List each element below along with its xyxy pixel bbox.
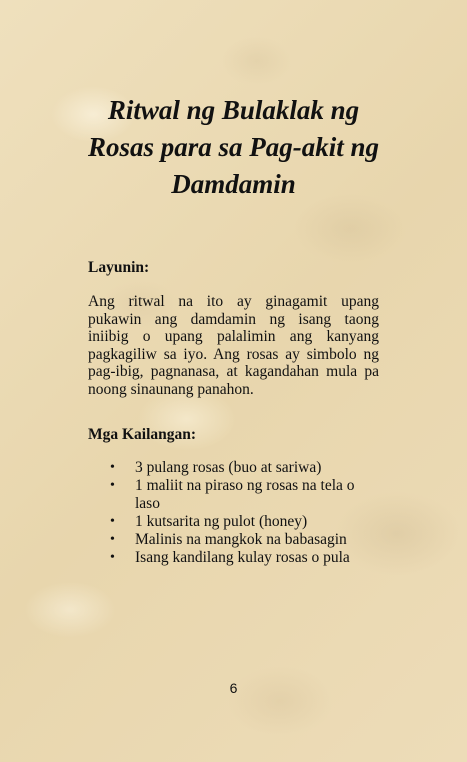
page-number: 6 [229,680,238,696]
bullet-icon: • [110,478,115,493]
requirements-list [108,459,368,567]
paragraph-line: pag-ibig, pagnanasa, at kagandahan mula pa [88,363,379,381]
list-item-text: 3 pulang rosas (buo at sariwa) [135,459,322,476]
list-item [108,477,368,513]
paragraph-line: noong sinaunang panahon. [88,380,254,398]
layunin-paragraph [88,293,379,399]
mga-kailangan-heading: Mga Kailangan: [88,426,197,443]
title-line: Damdamin [171,169,296,199]
paragraph-line: iniibig o upang palalimin ang kanyang [88,328,379,346]
list-item [108,549,368,567]
list-item [108,513,368,531]
bullet-icon: • [110,550,115,565]
layunin-heading: Layunin: [88,259,150,276]
paragraph-line: pagkagiliw sa iyo. Ang rosas ay simbolo ng [88,345,379,363]
list-item-text: 1 maliit na piraso ng rosas na tela o [135,477,355,494]
bullet-icon: • [110,514,115,529]
page-title [60,92,407,203]
list-item-text: laso [135,495,160,512]
bullet-icon: • [110,532,115,547]
list-item-text: Isang kandilang kulay rosas o pula [135,549,350,566]
paragraph-line: pukawin ang damdamin ng isang taong [88,310,379,328]
paragraph-line: Ang ritwal na ito ay ginagamit upang [88,293,379,310]
bullet-icon: • [110,460,115,475]
title-line: Ritwal ng Bulaklak ng [107,95,360,125]
title-line: Rosas para sa Pag-akit ng [87,132,380,162]
list-item [108,459,368,477]
list-item-text: Malinis na mangkok na babasagin [135,531,347,548]
list-item [108,531,368,549]
list-item-text: 1 kutsarita ng pulot (honey) [135,513,308,530]
